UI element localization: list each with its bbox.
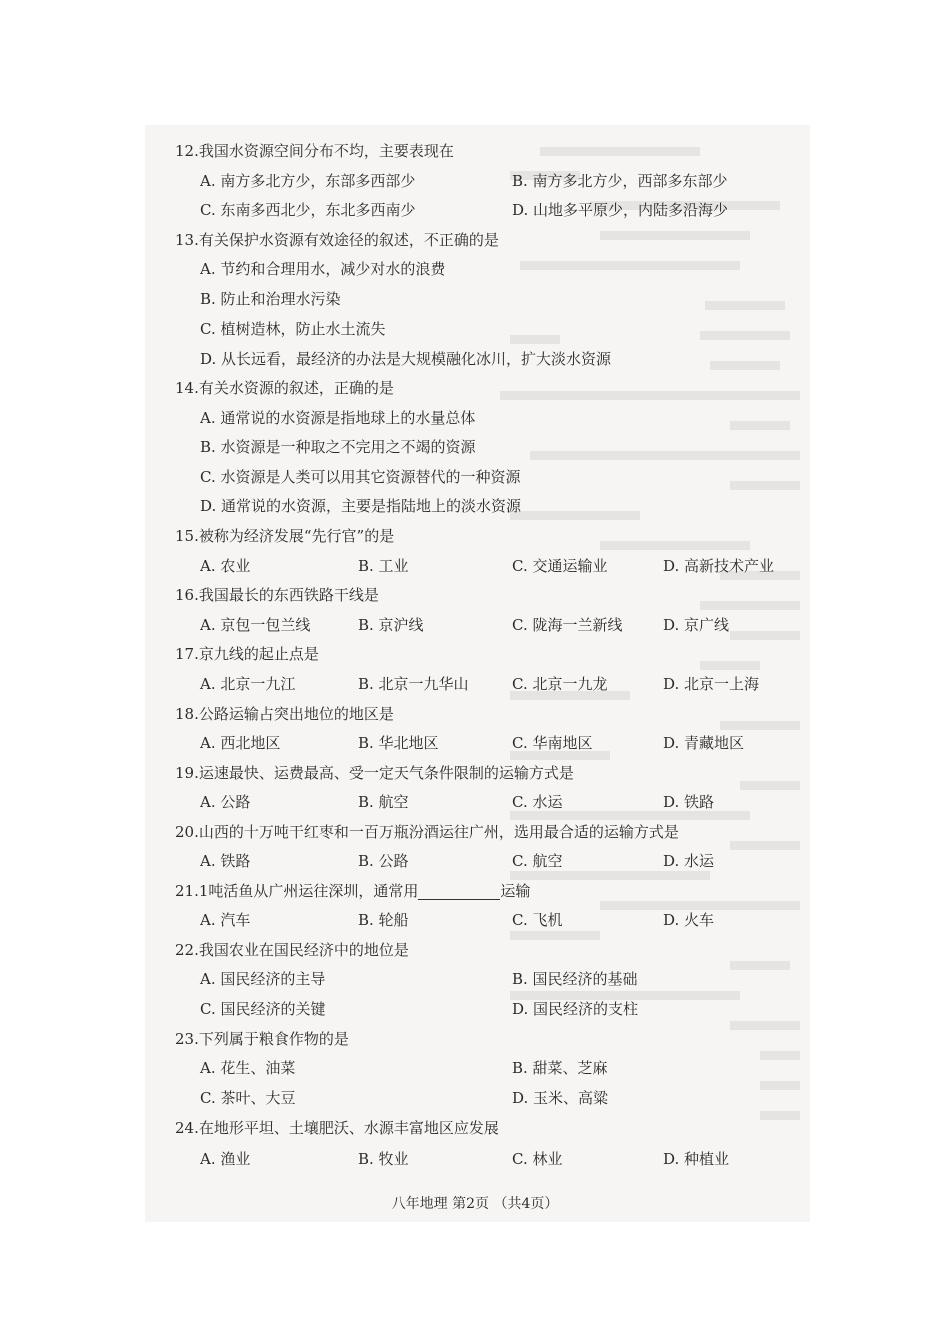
question-22-option-a: A. 国民经济的主导 <box>200 970 326 988</box>
question-14-option-b: B. 水资源是一种取之不完用之不竭的资源 <box>200 438 476 456</box>
question-19-option-d: D. 铁路 <box>663 793 715 811</box>
question-16-stem: 16.我国最长的东西铁路干线是 <box>175 586 379 604</box>
question-13-option-d: D. 从长远看，最经济的办法是大规模融化冰川，扩大淡水资源 <box>200 350 612 368</box>
question-22-option-b: B. 国民经济的基础 <box>512 970 638 988</box>
question-24-option-a: A. 渔业 <box>200 1150 251 1168</box>
question-20-stem: 20.山西的十万吨干红枣和一百万瓶汾酒运往广州，选用最合适的运输方式是 <box>175 823 679 841</box>
question-19-option-a: A. 公路 <box>200 793 251 811</box>
question-18-option-c: C. 华南地区 <box>512 734 593 752</box>
question-23-option-c: C. 茶叶、大豆 <box>200 1089 296 1107</box>
question-22-option-d: D. 国民经济的支柱 <box>512 1000 639 1018</box>
question-15-option-a: A. 农业 <box>200 557 251 575</box>
question-15-stem: 15.被称为经济发展“先行官”的是 <box>175 527 395 545</box>
page-footer: 八年地理 第2页 （共4页） <box>391 1196 559 1212</box>
question-24-stem: 24.在地形平坦、土壤肥沃、水源丰富地区应发展 <box>175 1119 499 1137</box>
question-17-option-a: A. 北京一九江 <box>200 675 296 693</box>
question-12-stem: 12.我国水资源空间分布不均，主要表现在 <box>175 142 454 160</box>
question-20-option-a: A. 铁路 <box>200 852 251 870</box>
question-15-option-c: C. 交通运输业 <box>512 557 608 575</box>
question-19-option-b: B. 航空 <box>358 793 409 811</box>
question-22-option-c: C. 国民经济的关键 <box>200 1000 326 1018</box>
question-14-option-a: A. 通常说的水资源是指地球上的水量总体 <box>200 409 476 427</box>
question-20-option-c: C. 航空 <box>512 852 563 870</box>
question-13-option-a: A. 节约和合理用水，减少对水的浪费 <box>200 260 446 278</box>
question-24-option-b: B. 牧业 <box>358 1150 409 1168</box>
question-13-option-b: B. 防止和治理水污染 <box>200 290 341 308</box>
question-16-option-a: A. 京包一包兰线 <box>200 616 311 634</box>
question-17-stem: 17.京九线的起止点是 <box>175 645 319 663</box>
question-21-stem <box>175 882 530 900</box>
question-14-option-d: D. 通常说的水资源，主要是指陆地上的淡水资源 <box>200 497 522 515</box>
question-12-option-b: B. 南方多北方少，西部多东部少 <box>512 172 728 190</box>
question-15-option-b: B. 工业 <box>358 557 409 575</box>
question-12-option-a: A. 南方多北方少，东部多西部少 <box>200 172 416 190</box>
question-14-option-c: C. 水资源是人类可以用其它资源替代的一种资源 <box>200 468 521 486</box>
question-12-option-d: D. 山地多平原少，内陆多沿海少 <box>512 201 729 219</box>
question-18-stem: 18.公路运输占突出地位的地区是 <box>175 705 394 723</box>
question-13-option-c: C. 植树造林，防止水土流失 <box>200 320 386 338</box>
question-21-option-b: B. 轮船 <box>358 911 409 929</box>
question-21-stem-after: 运输 <box>500 882 531 900</box>
question-17-option-b: B. 北京一九华山 <box>358 675 469 693</box>
question-17-option-c: C. 北京一九龙 <box>512 675 608 693</box>
question-21-stem-before: 21.1吨活鱼从广州运往深圳，通常用 <box>175 882 419 900</box>
question-24-option-d: D. 种植业 <box>663 1150 730 1168</box>
question-24-option-c: C. 林业 <box>512 1150 563 1168</box>
question-16-option-b: B. 京沪线 <box>358 616 424 634</box>
question-20-option-d: D. 水运 <box>663 852 715 870</box>
question-22-stem: 22.我国农业在国民经济中的地位是 <box>175 941 409 959</box>
question-18-option-b: B. 华北地区 <box>358 734 439 752</box>
question-23-stem: 23.下列属于粮食作物的是 <box>175 1030 349 1048</box>
question-13-stem: 13.有关保护水资源有效途径的叙述，不正确的是 <box>175 231 499 249</box>
question-23-option-a: A. 花生、油菜 <box>200 1059 296 1077</box>
question-20-option-b: B. 公路 <box>358 852 409 870</box>
answer-blank <box>418 885 500 900</box>
question-21-option-a: A. 汽车 <box>200 911 251 929</box>
question-21-option-d: D. 火车 <box>663 911 715 929</box>
question-12-option-c: C. 东南多西北少，东北多西南少 <box>200 201 416 219</box>
question-15-option-d: D. 高新技术产业 <box>663 557 775 575</box>
question-16-option-d: D. 京广线 <box>663 616 730 634</box>
question-14-stem: 14.有关水资源的叙述，正确的是 <box>175 379 394 397</box>
question-23-option-d: D. 玉米、高粱 <box>512 1089 609 1107</box>
question-21-option-c: C. 飞机 <box>512 911 563 929</box>
question-18-option-a: A. 西北地区 <box>200 734 281 752</box>
question-17-option-d: D. 北京一上海 <box>663 675 760 693</box>
question-16-option-c: C. 陇海一兰新线 <box>512 616 623 634</box>
question-19-stem: 19.运速最快、运费最高、受一定天气条件限制的运输方式是 <box>175 764 574 782</box>
question-19-option-c: C. 水运 <box>512 793 563 811</box>
question-18-option-d: D. 青藏地区 <box>663 734 745 752</box>
question-23-option-b: B. 甜菜、芝麻 <box>512 1059 608 1077</box>
